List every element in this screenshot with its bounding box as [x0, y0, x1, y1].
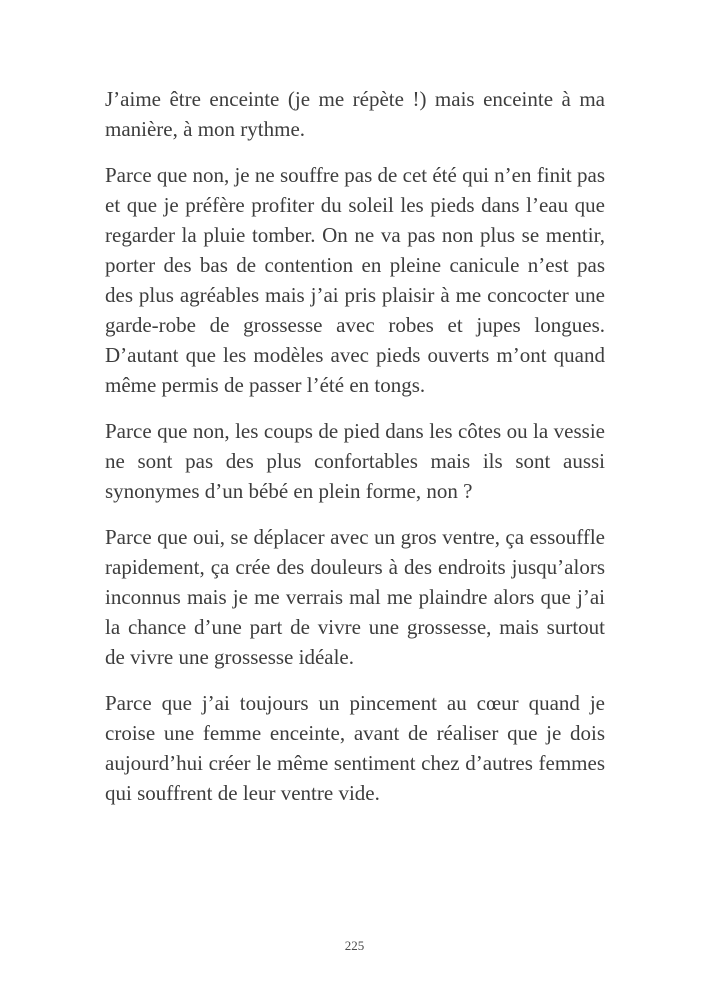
- body-text: [105, 84, 605, 808]
- paragraph-4: Parce que oui, se déplacer avec un gros ventre, ça essouffle rapidement, ça crée des douleurs à des endroits jusqu’alors inconnus mais je me verrais mal me plaindre alors que j’ai la chance d’une part de vivre une grossesse, mais surtout de vivre une grossesse idéale.: [105, 525, 605, 669]
- paragraph-3: Parce que non, les coups de pied dans les côtes ou la vessie ne sont pas des plus confortables mais ils sont aussi synonymes d’un bébé en plein forme, non ?: [105, 419, 605, 503]
- paragraph-2: Parce que non, je ne souffre pas de cet été qui n’en finit pas et que je préfère profiter du soleil les pieds dans l’eau que regarder la pluie tomber. On ne va pas non plus se mentir, porter des bas de contention en pleine canicule n’est pas des plus agréables mais j’ai pris plaisir à me concocter une garde-robe de grossesse avec robes et jupes longues. D’autant que les modèles avec pieds ouverts m’ont quand même permis de passer l’été en tongs.: [105, 163, 605, 397]
- paragraph-1: J’aime être enceinte (je me répète !) mais enceinte à ma manière, à mon rythme.: [105, 87, 605, 141]
- page-number: 225: [344, 938, 365, 953]
- paragraph-5: Parce que j’ai toujours un pincement au cœur quand je croise une femme enceinte, avant de réaliser que je dois aujourd’hui créer le même sentiment chez d’autres femmes qui souffrent de leur ventre vide.: [105, 691, 605, 805]
